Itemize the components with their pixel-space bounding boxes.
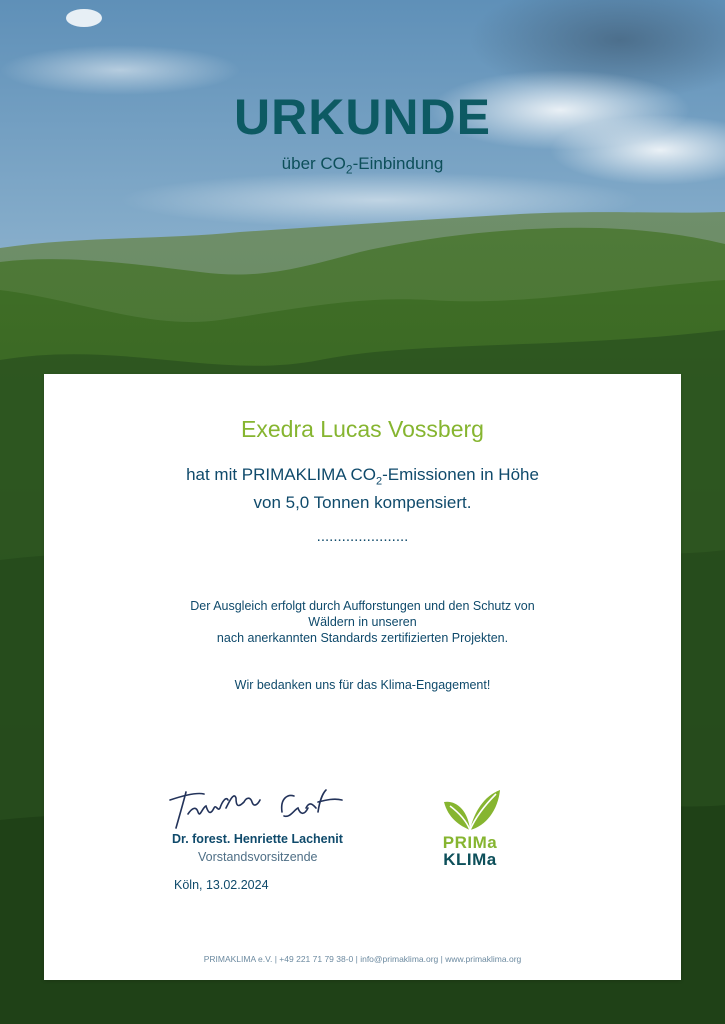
primaklima-logo xyxy=(430,786,510,878)
logo-line-klima: KLIMa xyxy=(443,850,497,869)
logo-line-prima: PRIMa xyxy=(442,833,498,852)
explanation-line-1: Der Ausgleich erfolgt durch Aufforstungen und den Schutz von xyxy=(190,599,535,613)
dotted-divider: ...................... xyxy=(316,528,409,545)
subtitle-subscript: 2 xyxy=(345,162,353,177)
statement-text-post: -Emissionen in Höhe xyxy=(382,465,539,484)
explanation-line-2: Wäldern in unseren xyxy=(308,615,417,629)
leaf-icon xyxy=(440,786,500,836)
compensation-statement xyxy=(104,464,621,514)
statement-text-pre: hat mit PRIMAKLIMA CO xyxy=(186,465,376,484)
certificate-title: URKUNDE xyxy=(234,89,491,145)
statement-line-2: von 5,0 Tonnen kompensiert. xyxy=(253,493,472,513)
statement-subscript: 2 xyxy=(375,475,383,488)
signatory-name: Dr. forest. Henriette Lachenit xyxy=(172,832,343,846)
explanation-line-3: nach anerkannten Standards zertifizierten Projekten. xyxy=(216,631,509,645)
logo-wordmark xyxy=(430,834,510,868)
place-and-date: Köln, 13.02.2024 xyxy=(174,878,269,892)
subtitle-text-pre: über CO xyxy=(281,154,346,173)
thanks-text: Wir bedanken uns für das Klima-Engagement! xyxy=(234,678,491,692)
footer-contact: PRIMAKLIMA e.V. | +49 221 71 79 38-0 | info@primaklima.org | www.primaklima.org xyxy=(203,954,522,964)
certificate-subtitle xyxy=(0,154,725,176)
statement-line-1 xyxy=(104,464,621,492)
subtitle-text-post: -Einbindung xyxy=(352,154,444,173)
recipient-name: Exedra Lucas Vossberg xyxy=(241,416,484,442)
explanation-text xyxy=(124,598,601,646)
signatory-role: Vorstandsvorsitzende xyxy=(198,850,318,864)
certificate-card xyxy=(44,374,681,980)
